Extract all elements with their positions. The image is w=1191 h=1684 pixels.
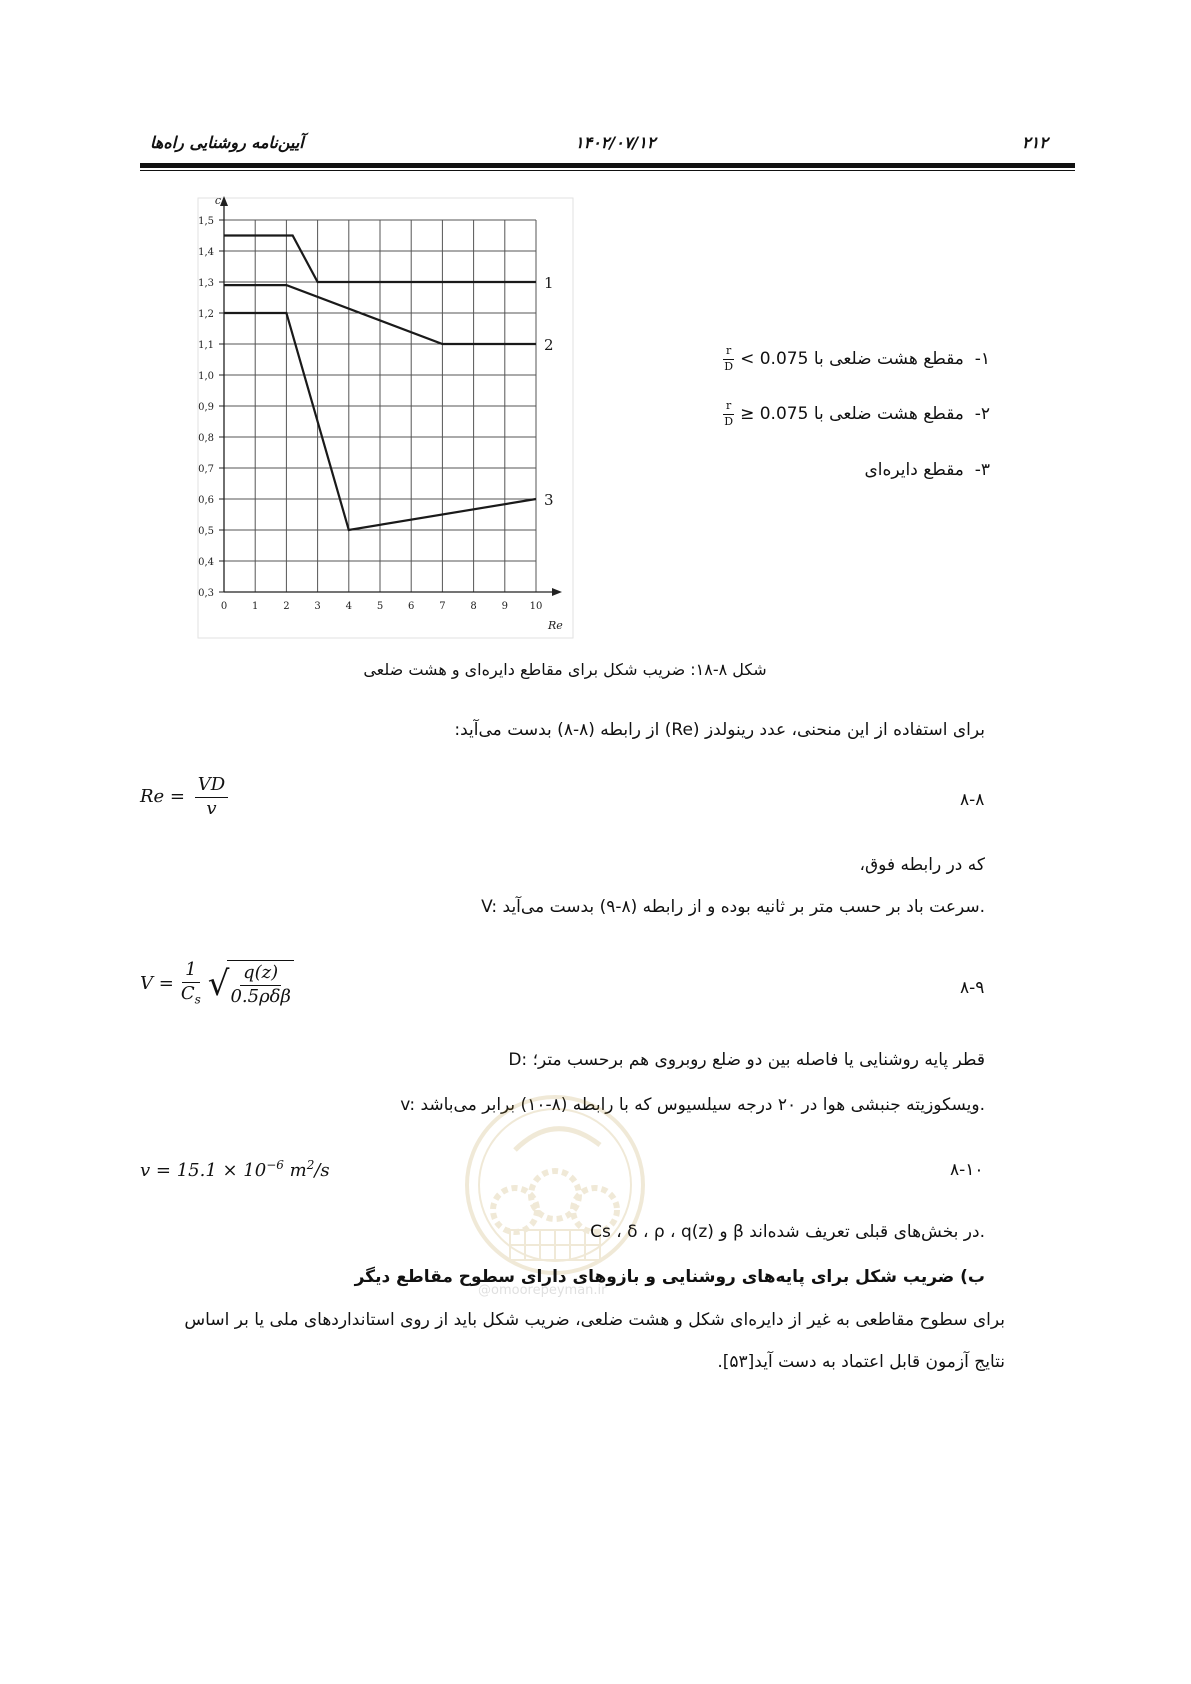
paragraph-other-sections-line2: نتایج آزمون قابل اعتماد به دست آید[۵۳]. <box>717 1352 1005 1372</box>
equation-number-8-9: ۸-۹ <box>960 978 985 998</box>
paragraph-other-sections-line1: برای سطوح مقاطعی به غیر از دایره‌ای شکل و هشت ضلعی، ضریب شکل باید از روی استانداردهای ملی یا بر اساس <box>184 1310 1005 1330</box>
paragraph-d-def: D: قطر پایه روشنایی یا فاصله بین دو ضلع روبروی هم برحسب متر؛ <box>508 1050 985 1070</box>
y-tick-label: 0,3 <box>198 588 214 599</box>
paragraph-where: که در رابطه فوق، <box>859 855 985 875</box>
legend-text-3: مقطع دایره‌ای <box>864 460 964 480</box>
y-axis-label: c <box>214 194 221 207</box>
y-tick-label: 1,0 <box>198 371 214 382</box>
chart-ticks <box>198 216 542 612</box>
paragraph-nu-def: v: ویسکوزیته جنبشی هوا در ۲۰ درجه سیلسیوس که با رابطه (۸-۱۰) برابر می‌باشد. <box>400 1095 985 1115</box>
x-tick-label: 2 <box>283 601 290 612</box>
equation-8-9: V = $\frac{1}{C_s}$ √ $\frac{q(z)}{\text{0.5ρδβ}}$ <box>140 960 298 1007</box>
legend-item-1 <box>700 345 990 373</box>
series-label-1: 1 <box>544 274 554 292</box>
y-tick-label: 0,6 <box>198 495 214 506</box>
watermark-text: @omoorepeyman.ir <box>478 1283 607 1298</box>
y-tick-label: 1,5 <box>198 216 214 227</box>
x-axis-label: Re <box>548 619 563 632</box>
header-rule-thick <box>140 163 1075 168</box>
y-tick-label: 1,1 <box>198 340 214 351</box>
running-title: آیین‌نامه روشنایی راه‌ها <box>150 133 304 152</box>
y-tick-label: 1,2 <box>198 309 214 320</box>
equation-8-8: Re = $\frac{VD}{v}$ <box>140 775 232 819</box>
y-tick-label: 0,4 <box>198 557 214 568</box>
x-axis-arrow <box>552 588 562 596</box>
paragraph-definitions: Cs ، δ ، ρ ، q(z) و β در بخش‌های قبلی تعریف شده‌اند. <box>590 1222 985 1242</box>
y-tick-label: 0,5 <box>198 526 214 537</box>
section-heading-b: ب) ضریب شکل برای پایه‌های روشنایی و بازوهای دارای سطوح مقاطع دیگر <box>354 1267 985 1287</box>
legend-number-2: ۲- <box>974 404 990 425</box>
series-label-2: 2 <box>544 336 554 354</box>
shape-coefficient-chart <box>195 190 595 645</box>
x-tick-label: 4 <box>345 601 352 612</box>
y-tick-label: 0,8 <box>198 433 214 444</box>
x-tick-label: 3 <box>314 601 321 612</box>
x-tick-label: 10 <box>529 601 543 612</box>
x-tick-label: 7 <box>439 601 446 612</box>
legend-text-2: مقطع هشت ضلعی با <box>813 404 964 425</box>
legend-text-1: مقطع هشت ضلعی با <box>813 349 964 370</box>
chart-labels <box>215 194 563 632</box>
page-number: ۲۱۲ <box>1022 133 1048 152</box>
figure-caption: شکل ۸-۱۸: ضریب شکل برای مقاطع دایره‌ای و هشت ضلعی <box>363 660 767 679</box>
x-tick-label: 8 <box>470 601 477 612</box>
x-tick-label: 0 <box>220 601 228 612</box>
x-tick-label: 6 <box>408 601 415 612</box>
header-rule-thin <box>140 170 1075 171</box>
paragraph-reynolds: برای استفاده از این منحنی، عدد رینولدز (Re) از رابطه (۸-۸) بدست می‌آید: <box>454 720 985 740</box>
equation-number-8-10: ۸-۱۰ <box>950 1160 984 1180</box>
legend-condition-2: $\frac{r}{D}$ ≥ 0.075 <box>724 399 809 428</box>
equation-number-8-8: ۸-۸ <box>960 790 985 810</box>
legend-number-3: ۳- <box>974 460 990 480</box>
chart-frame <box>198 198 573 638</box>
x-tick-label: 9 <box>501 601 508 612</box>
x-tick-label: 1 <box>252 601 259 612</box>
y-tick-label: 1,4 <box>198 247 214 258</box>
legend-item-2 <box>700 400 990 428</box>
watermark-seal <box>460 1090 650 1280</box>
chart-grid <box>219 196 562 596</box>
y-tick-label: 0,9 <box>198 402 214 413</box>
equation-8-10: $v = 15.1 \times 10^{-6}$ $m^2/s$ <box>140 1158 330 1181</box>
y-tick-label: 1,3 <box>198 278 214 289</box>
legend-item-3 <box>700 460 990 480</box>
y-tick-label: 0,7 <box>198 464 214 475</box>
x-tick-label: 5 <box>376 601 384 612</box>
series-label-3: 3 <box>544 491 554 509</box>
sqrt-sign: √ <box>207 963 230 1004</box>
legend-condition-1: $\frac{r}{D}$ < 0.075 <box>724 344 809 373</box>
header-date: ۱۴۰۲/۰۷/۱۲ <box>575 133 656 152</box>
paragraph-v-def: V: سرعت باد بر حسب متر بر ثانیه بوده و از رابطه (۸-۹) بدست می‌آید. <box>481 897 985 917</box>
legend-number-1: ۱- <box>974 349 990 370</box>
